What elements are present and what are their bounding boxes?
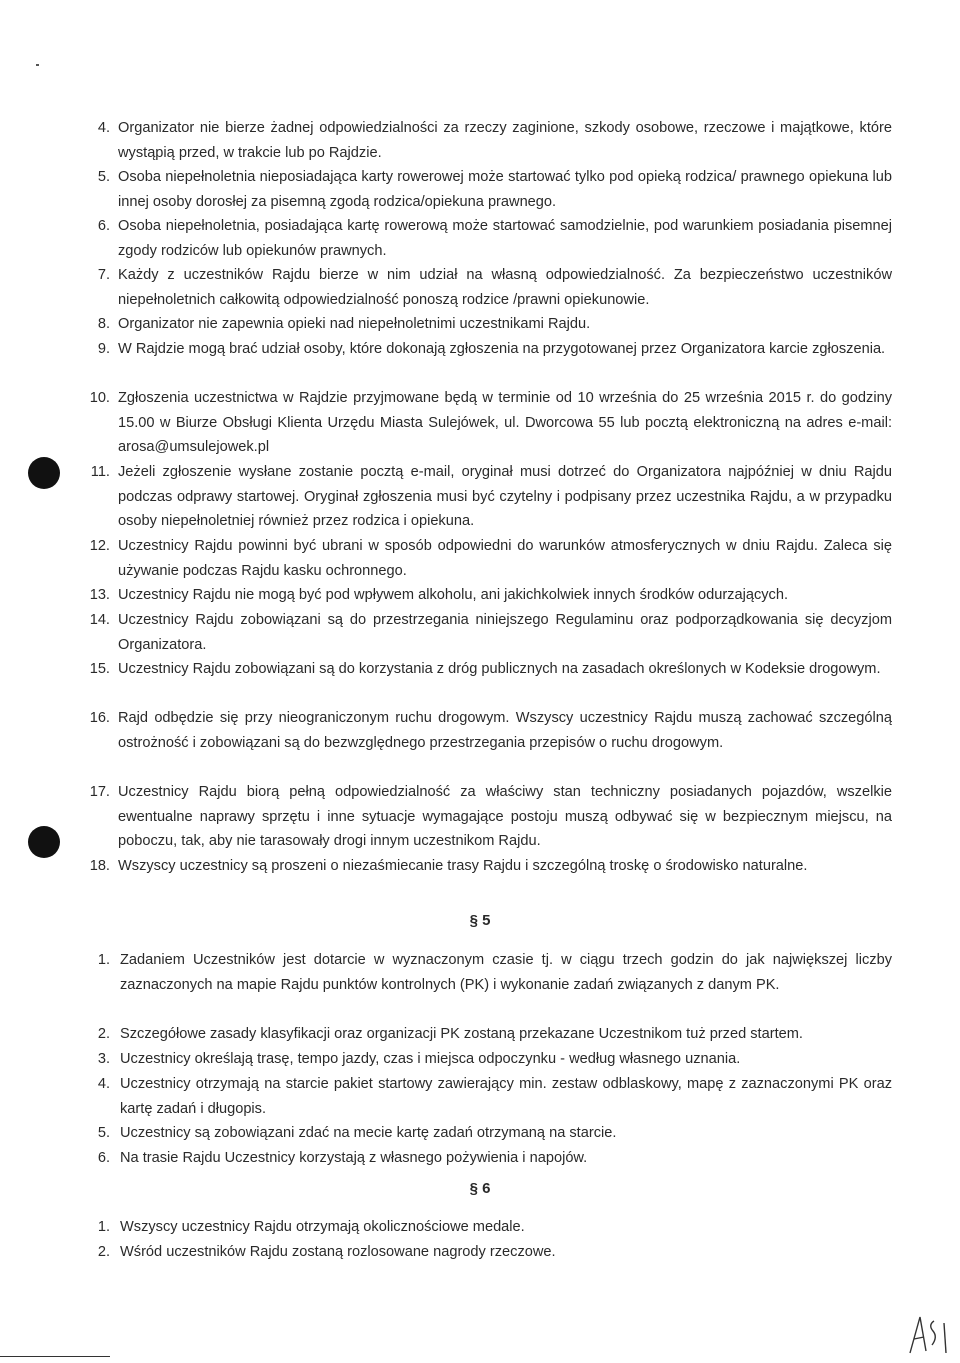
item-number: 16.	[89, 710, 110, 726]
item-number: 6.	[97, 218, 110, 234]
list-item	[0, 165, 960, 214]
item-number: 1.	[97, 1219, 110, 1235]
list-item	[0, 1072, 960, 1121]
item-number: 11.	[90, 464, 110, 480]
item-text: Rajd odbędzie się przy nieograniczonym ruchu drogowym. Wszyscy uczestnicy Rajdu muszą zachować szczególną ostrożność i zobowiązani są do bezwzględnego przestrzegania przepisów o ruchu drogowym.	[118, 710, 892, 751]
list-item	[0, 460, 960, 534]
item-text: Szczegółowe zasady klasyfikacji oraz organizacji PK zostaną przekazane Uczestnikom tuż przed startem.	[120, 1026, 803, 1042]
item-number: 2.	[97, 1244, 110, 1260]
list-item	[0, 608, 960, 657]
list-item	[0, 583, 960, 608]
list-item	[0, 854, 960, 903]
section-heading-6: § 6	[469, 1180, 491, 1197]
section-6-list	[0, 1215, 960, 1265]
item-text: Osoba niepełnoletnia nieposiadająca karty rowerowej może startować tylko pod opieką rodzica/ prawnego opiekuna lub innej osoby dorosłej za pisemną zgodą rodzica/opiekuna prawnego.	[118, 169, 892, 210]
list-item	[0, 1121, 960, 1146]
list-item	[0, 1146, 960, 1171]
item-number: 2.	[97, 1026, 110, 1042]
item-text: Uczestnicy Rajdu powinni być ubrani w sposób odpowiedni do warunków atmosferycznych w dniu Rajdu. Zaleca się używanie podczas Rajdu kasku ochronnego.	[118, 538, 892, 579]
list-item	[0, 214, 960, 263]
scan-speck	[36, 64, 39, 66]
item-text: Uczestnicy są zobowiązani zdać na mecie kartę zadań otrzymaną na starcie.	[120, 1125, 617, 1141]
item-number: 7.	[97, 267, 110, 283]
item-text: W Rajdzie mogą brać udział osoby, które dokonają zgłoszenia na przygotowanej przez Organizatora karcie zgłoszenia.	[118, 341, 886, 357]
item-text: Uczestnicy Rajdu biorą pełną odpowiedzialność za właściwy stan techniczny posiadanych pojazdów, wszelkie ewentualne naprawy sprzętu i inne sytuacje wymagające postoju muszą odbywać się w bezpiecznym miejscu, na poboczu, tak, aby nie tarasowały drogi innym uczestnikom Rajdu.	[118, 784, 892, 850]
list-item	[0, 948, 960, 1022]
list-item	[0, 386, 960, 460]
item-number: 18.	[89, 858, 110, 874]
item-number: 5.	[97, 1125, 110, 1141]
item-number: 14.	[89, 612, 110, 628]
item-number: 17.	[89, 784, 110, 800]
item-text: Uczestnicy otrzymają na starcie pakiet startowy zawierający min. zestaw odblaskowy, mapę z zaznaczonymi PK oraz kartę zadań i długopis.	[120, 1076, 892, 1117]
item-text: Zadaniem Uczestników jest dotarcie w wyznaczonym czasie tj. w ciągu trzech godzin do jak największej liczby zaznaczonych na mapie Rajdu punktów kontrolnych (PK) i wykonanie zadań związanych z danym PK.	[120, 952, 892, 993]
item-text: Organizator nie zapewnia opieki nad niepełnoletnimi uczestnikami Rajdu.	[118, 316, 591, 332]
item-text: Uczestnicy Rajdu zobowiązani są do korzystania z dróg publicznych na zasadach określonych w Kodeksie drogowym.	[118, 661, 881, 677]
item-number: 1.	[97, 952, 110, 968]
item-text: Jeżeli zgłoszenie wysłane zostanie pocztą e-mail, oryginał musi dotrzeć do Organizatora najpóźniej w dniu Rajdu podczas odprawy startowej. Oryginał zgłoszenia musi być czytelny i podpisany przez uczestnika Rajdu, a w przypadku osoby niepełnoletniej również przez rodzica i opiekuna.	[118, 464, 892, 530]
section-heading-5: § 5	[469, 912, 491, 929]
bottom-rule	[0, 1356, 110, 1357]
item-number: 6.	[97, 1150, 110, 1166]
list-item	[0, 263, 960, 312]
item-text: Zgłoszenia uczestnictwa w Rajdzie przyjmowane będą w terminie od 10 września do 25 września 2015 r. do godziny 15.00 w Biurze Obsługi Klienta Urzędu Miasta Sulejówek, ul. Dworcowa 55 lub pocztą elektroniczną na adres e-mail: arosa@umsulejowek.pl	[118, 390, 892, 456]
handwritten-initials	[906, 1313, 952, 1357]
item-number: 9.	[97, 341, 110, 357]
list-item	[0, 1047, 960, 1072]
item-text: Organizator nie bierze żadnej odpowiedzialności za rzeczy zaginione, szkody osobowe, rzeczowe i majątkowe, które wystąpią przed, w trakcie lub po Rajdzie.	[118, 120, 892, 161]
item-number: 10.	[89, 390, 110, 406]
list-item	[0, 706, 960, 780]
item-number: 4.	[97, 1076, 110, 1092]
item-number: 15.	[89, 661, 110, 677]
list-item	[0, 1240, 960, 1265]
list-item	[0, 780, 960, 854]
item-text: Wśród uczestników Rajdu zostaną rozlosowane nagrody rzeczowe.	[120, 1244, 556, 1260]
item-number: 8.	[97, 316, 110, 332]
list-item	[0, 337, 960, 386]
item-text: Uczestnicy Rajdu zobowiązani są do przestrzegania niniejszego Regulaminu oraz podporządkowania się decyzjom Organizatora.	[118, 612, 892, 653]
item-number: 4.	[97, 120, 110, 136]
list-item	[0, 1022, 960, 1047]
item-text: Uczestnicy Rajdu nie mogą być pod wpływem alkoholu, ani jakichkolwiek innych środków odurzających.	[118, 587, 789, 603]
list-item	[0, 534, 960, 583]
list-item	[0, 116, 960, 165]
item-text: Wszyscy uczestnicy Rajdu otrzymają okolicznościowe medale.	[120, 1219, 525, 1235]
item-text: Wszyscy uczestnicy są proszeni o niezaśmiecanie trasy Rajdu i szczególną troskę o środowisko naturalne.	[118, 858, 808, 874]
item-text: Na trasie Rajdu Uczestnicy korzystają z własnego pożywienia i napojów.	[120, 1150, 588, 1166]
item-number: 5.	[97, 169, 110, 185]
item-text: Każdy z uczestników Rajdu bierze w nim udział na własną odpowiedzialność. Za bezpieczeństwo uczestników niepełnoletnich całkowitą odpowiedzialność ponoszą rodzice /prawni opiekunowie.	[118, 267, 892, 308]
list-item	[0, 312, 960, 337]
list-item	[0, 657, 960, 706]
item-number: 13.	[89, 587, 110, 603]
item-number: 3.	[97, 1051, 110, 1067]
section-rules-list	[0, 116, 960, 903]
item-number: 12.	[89, 538, 110, 554]
section-5-list	[0, 948, 960, 1171]
item-text: Uczestnicy określają trasę, tempo jazdy, czas i miejsca odpoczynku - według własnego uznania.	[120, 1051, 741, 1067]
item-text: Osoba niepełnoletnia, posiadająca kartę rowerową może startować samodzielnie, pod warunkiem posiadania pisemnej zgody rodziców lub opiekunów prawnych.	[118, 218, 892, 259]
list-item	[0, 1215, 960, 1240]
